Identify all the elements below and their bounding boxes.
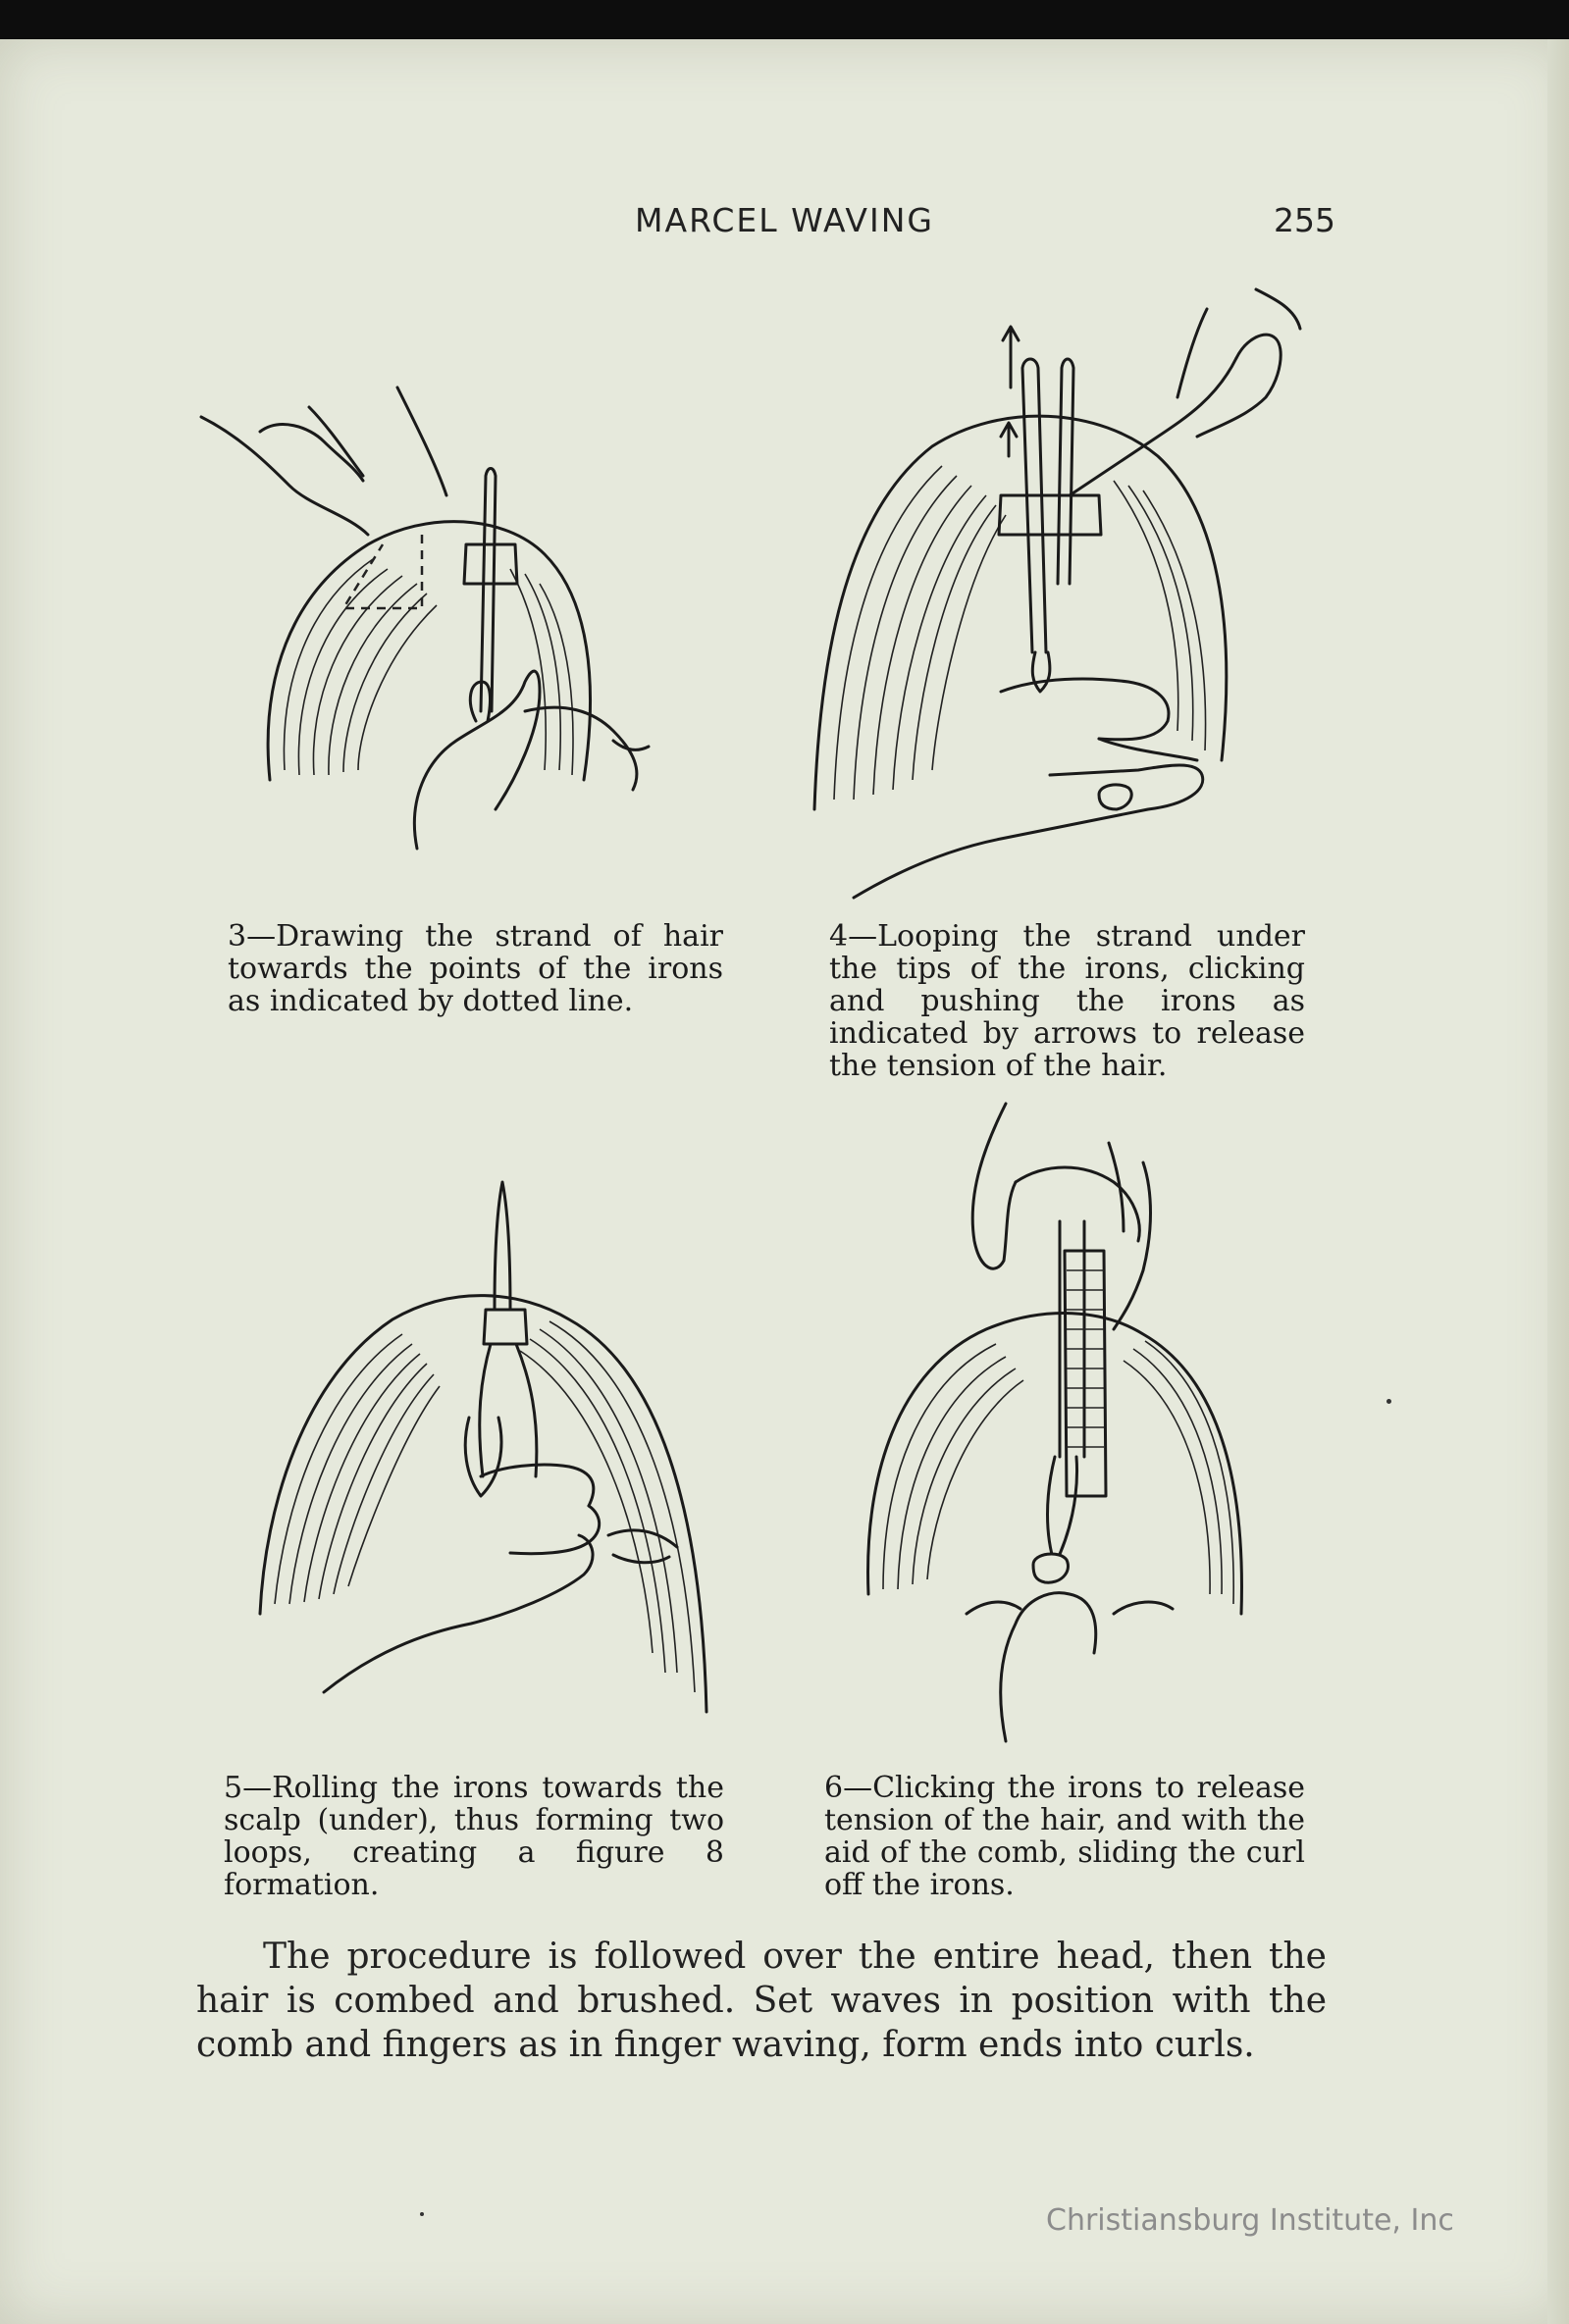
illustration-fig-4 [805,270,1315,898]
body-paragraph: The procedure is followed over the entire head, then the hair is combed and brushed. Set waves in position with the comb and fingers as in finger waving, form ends into curls. [196,1937,1327,2065]
figure-6-caption: 6—Clicking the irons to release tension of the hair, and with the aid of the comb, sliding the curl off the irons. [824,1771,1305,1902]
figure-4-caption: 4—Looping the strand under the tips of the irons, clicking and pushing the irons as indicated by arrows to release the tension of the hair. [829,919,1305,1083]
illustration-fig-6 [859,1104,1251,1741]
figure-3-caption: 3—Drawing the strand of hair towards the points of the irons as indicated by dotted line. [228,919,723,1018]
illustration-fig-3 [201,387,692,878]
paper-speck [1386,1399,1391,1404]
page-edge [1547,39,1569,2324]
figure-5-caption: 5—Rolling the irons towards the scalp (under), thus forming two loops, creating a figure 8 formation. [224,1771,724,1902]
illustration-fig-5 [245,1182,716,1731]
watermark: Christiansburg Institute, Inc [1046,2203,1454,2238]
page-header [0,201,1569,240]
page-number: 255 [1274,201,1335,239]
running-head: MARCEL WAVING [635,201,934,239]
paper-speck [420,2212,424,2216]
